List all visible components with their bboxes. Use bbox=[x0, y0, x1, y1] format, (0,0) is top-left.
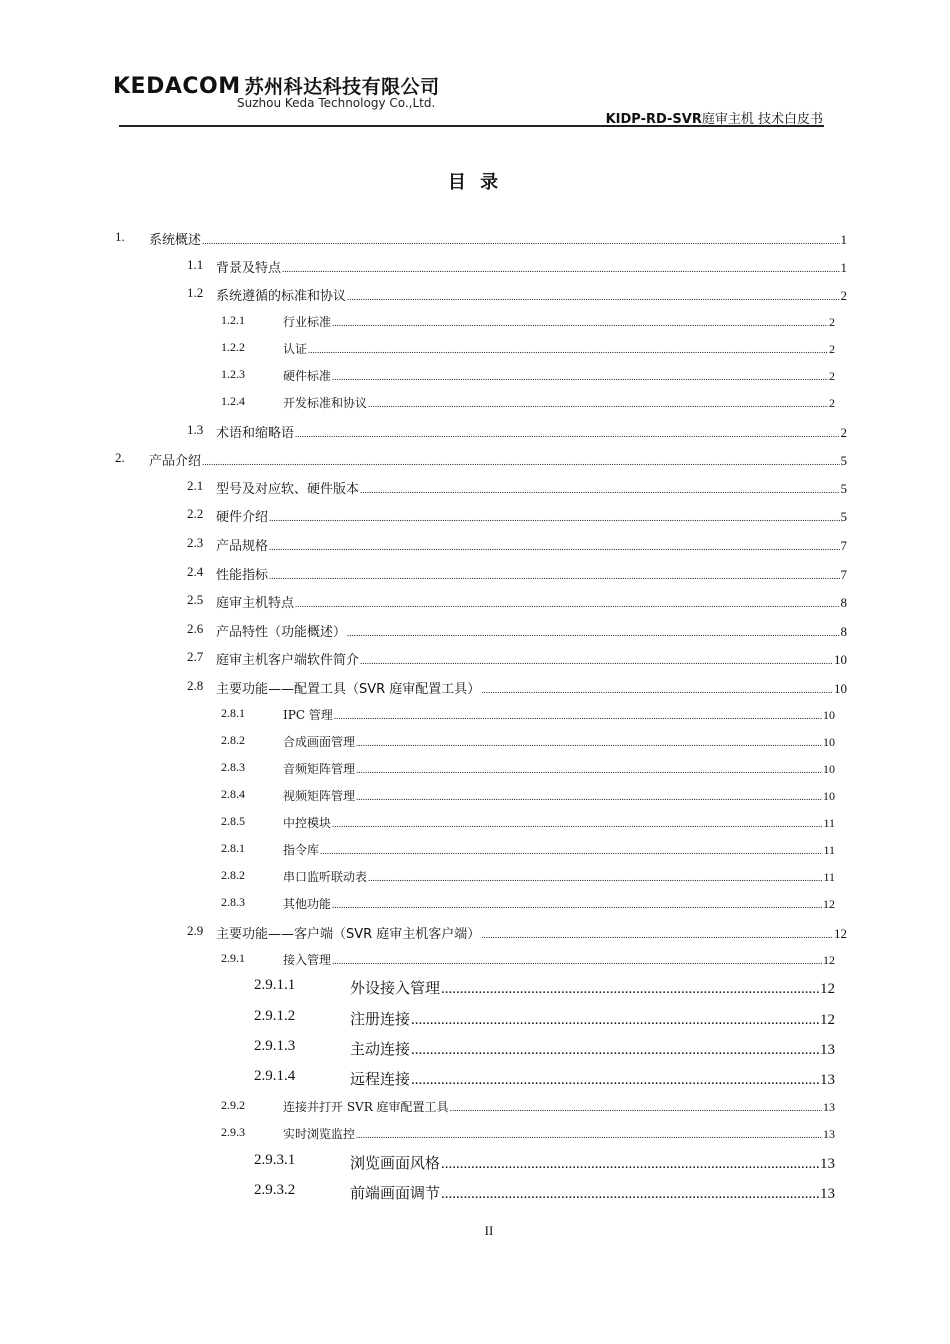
toc-entry-page: 5 bbox=[840, 481, 847, 496]
toc-entry-page: 10 bbox=[834, 681, 847, 696]
brand-name bbox=[113, 72, 440, 99]
toc-leader bbox=[320, 846, 822, 856]
toc-entry-page: 5 bbox=[840, 453, 847, 468]
toc-entry-number: 2.8.2 bbox=[221, 733, 245, 747]
toc-entry[interactable] bbox=[221, 814, 835, 831]
toc-entry-page: 7 bbox=[840, 567, 847, 582]
toc-entry-number: 2.8.1 bbox=[221, 706, 245, 720]
toc-entry-label: 音频矩阵管理 bbox=[283, 762, 356, 776]
toc-entry[interactable] bbox=[221, 313, 835, 330]
toc-entry-number: 2.8.4 bbox=[221, 787, 245, 801]
toc-entry-page: 13 bbox=[820, 1156, 835, 1172]
toc-leader bbox=[360, 656, 833, 666]
toc-entry[interactable] bbox=[115, 450, 847, 469]
toc-entry-number: 2. bbox=[115, 450, 125, 465]
toc-entry-page: 7 bbox=[840, 538, 847, 553]
header-divider bbox=[119, 125, 824, 127]
toc-leader bbox=[202, 236, 839, 246]
toc-leader bbox=[332, 900, 822, 910]
toc-entry-number: 2.9.1 bbox=[221, 951, 245, 965]
toc-entry[interactable] bbox=[221, 733, 835, 750]
toc-entry-number: 1.2 bbox=[187, 285, 204, 300]
brand-name-en: KEDACOM bbox=[113, 74, 241, 99]
toc-leader bbox=[356, 792, 822, 802]
toc-entry[interactable] bbox=[187, 506, 847, 525]
toc-entry-page: 11 bbox=[823, 870, 835, 884]
toc-entry-number: 2.9.2 bbox=[221, 1098, 245, 1112]
toc-entry[interactable] bbox=[221, 1125, 835, 1142]
toc-entry-number: 1.3 bbox=[187, 422, 204, 437]
toc-entry[interactable] bbox=[221, 895, 835, 912]
toc-entry-page: 12 bbox=[820, 1012, 835, 1028]
toc-leader bbox=[347, 628, 839, 638]
toc-entry-page: 1 bbox=[840, 232, 847, 247]
toc-entry-label: 接入管理 bbox=[283, 953, 332, 967]
toc-entry-label: 系统概述 bbox=[149, 233, 202, 248]
toc-entry-page: 2 bbox=[829, 369, 835, 383]
toc-entry-page: 2 bbox=[829, 396, 835, 410]
toc-leader bbox=[269, 513, 839, 523]
toc-entry-label: 浏览画面风格 bbox=[350, 1154, 441, 1172]
toc-leader bbox=[368, 399, 828, 409]
toc-leader bbox=[295, 429, 839, 439]
toc-entry-number: 1.2.2 bbox=[221, 340, 245, 354]
toc-entry-number: 1. bbox=[115, 229, 125, 244]
toc-entry[interactable] bbox=[221, 841, 835, 858]
toc-entry-label: 硬件标准 bbox=[283, 369, 332, 383]
toc-entry[interactable] bbox=[187, 564, 847, 583]
toc-entry-label: 主要功能——客户端（SVR 庭审主机客户端） bbox=[216, 927, 481, 942]
toc-entry-number: 2.8.1 bbox=[221, 841, 245, 855]
toc-leader bbox=[332, 819, 822, 829]
document-code: KIDP-RD-SVR bbox=[605, 112, 702, 127]
toc-entry-label: IPC 管理 bbox=[283, 708, 333, 722]
toc-entry-label: 开发标准和协议 bbox=[283, 396, 368, 410]
toc-entry-page: 13 bbox=[823, 1100, 835, 1114]
toc-entry-number: 2.8.2 bbox=[221, 868, 245, 882]
toc-leader bbox=[332, 318, 828, 328]
toc-entry-label: 性能指标 bbox=[216, 568, 269, 583]
toc-entry[interactable] bbox=[187, 257, 847, 276]
toc-leader bbox=[269, 542, 839, 552]
toc-entry-label: 主要功能——配置工具（SVR 庭审配置工具） bbox=[216, 682, 481, 697]
toc-entry[interactable] bbox=[187, 923, 847, 942]
toc-entry[interactable] bbox=[187, 422, 847, 441]
toc-leader bbox=[368, 873, 822, 883]
toc-entry[interactable] bbox=[187, 592, 847, 611]
toc-entry-label: 产品规格 bbox=[216, 539, 269, 554]
toc-leader bbox=[411, 1042, 819, 1059]
brand-name-cn: 苏州科达科技有限公司 bbox=[244, 76, 440, 98]
toc-entry[interactable] bbox=[221, 394, 835, 411]
toc-entry-number: 2.5 bbox=[187, 592, 204, 607]
toc-entry-label: 庭审主机客户端软件简介 bbox=[216, 653, 360, 668]
toc-entry[interactable] bbox=[187, 621, 847, 640]
toc-entry-label: 行业标准 bbox=[283, 315, 332, 329]
toc-leader bbox=[481, 930, 833, 940]
toc-entry-number: 2.2 bbox=[187, 506, 204, 521]
toc-entry-label: 合成画面管理 bbox=[283, 735, 356, 749]
toc-entry[interactable] bbox=[187, 678, 847, 697]
toc-entry-label: 指令库 bbox=[283, 843, 320, 857]
document-title-cn: 庭审主机 技术白皮书 bbox=[701, 112, 823, 127]
toc-entry-number: 2.8.5 bbox=[221, 814, 245, 828]
toc-entry-number: 2.8.3 bbox=[221, 760, 245, 774]
toc-entry-number: 2.8 bbox=[187, 678, 204, 693]
toc-entry-label: 背景及特点 bbox=[216, 261, 282, 276]
toc-entry-number: 2.7 bbox=[187, 649, 204, 664]
toc-leader bbox=[332, 372, 828, 382]
toc-leader bbox=[282, 264, 839, 274]
toc-entry-label: 术语和缩略语 bbox=[216, 426, 295, 441]
toc-entry-page: 2 bbox=[840, 288, 847, 303]
toc-entry-number: 2.9.1.1 bbox=[254, 977, 296, 993]
toc-entry-page: 12 bbox=[820, 981, 835, 997]
toc-leader bbox=[411, 1012, 819, 1029]
toc-entry-number: 2.9.1.4 bbox=[254, 1068, 296, 1084]
toc-entry-label: 外设接入管理 bbox=[350, 979, 441, 997]
toc-entry-label: 庭审主机特点 bbox=[216, 596, 295, 611]
toc-leader bbox=[356, 738, 822, 748]
toc-entry-number: 1.2.4 bbox=[221, 394, 245, 408]
toc-entry-label: 远程连接 bbox=[350, 1070, 411, 1088]
toc-leader bbox=[295, 599, 839, 609]
toc-leader bbox=[347, 292, 839, 302]
toc-leader bbox=[411, 1072, 819, 1089]
toc-entry-number: 2.1 bbox=[187, 478, 204, 493]
toc-entry-label: 认证 bbox=[283, 342, 308, 356]
toc-entry-page: 8 bbox=[840, 595, 847, 610]
toc-entry-page: 5 bbox=[840, 509, 847, 524]
toc-leader bbox=[450, 1103, 822, 1113]
toc-entry[interactable] bbox=[254, 1038, 835, 1059]
toc-entry-label: 视频矩阵管理 bbox=[283, 789, 356, 803]
toc-entry[interactable] bbox=[254, 977, 835, 998]
toc-entry-page: 13 bbox=[823, 1127, 835, 1141]
toc-entry-label: 主动连接 bbox=[350, 1040, 411, 1058]
toc-leader bbox=[356, 1130, 822, 1140]
page-number: II bbox=[484, 1223, 494, 1238]
toc-entry-page: 2 bbox=[829, 342, 835, 356]
toc-entry-number: 1.1 bbox=[187, 257, 204, 272]
toc-entry-page: 13 bbox=[820, 1072, 835, 1088]
toc-entry[interactable] bbox=[254, 1008, 835, 1029]
toc-entry-page: 10 bbox=[823, 735, 835, 749]
toc-entry-page: 13 bbox=[820, 1186, 835, 1202]
toc-entry[interactable] bbox=[254, 1152, 835, 1173]
toc-entry[interactable] bbox=[221, 706, 835, 723]
toc-entry-number: 2.9.1.2 bbox=[254, 1008, 296, 1024]
toc-entry-page: 11 bbox=[823, 816, 835, 830]
toc-entry-label: 前端画面调节 bbox=[350, 1184, 441, 1202]
toc-entry-page: 12 bbox=[823, 953, 835, 967]
toc-leader bbox=[441, 981, 819, 998]
toc-entry-number: 1.2.3 bbox=[221, 367, 245, 381]
toc-entry[interactable] bbox=[221, 1098, 835, 1115]
toc-entry-page: 12 bbox=[834, 926, 847, 941]
toc-entry[interactable] bbox=[221, 868, 835, 885]
toc-entry-number: 2.9 bbox=[187, 923, 204, 938]
toc-entry-page: 2 bbox=[829, 315, 835, 329]
toc-entry-number: 2.3 bbox=[187, 535, 204, 550]
toc-entry-label: 连接并打开 SVR 庭审配置工具 bbox=[283, 1100, 449, 1114]
toc-entry-label: 注册连接 bbox=[350, 1010, 411, 1028]
toc-entry-page: 10 bbox=[823, 762, 835, 776]
toc-entry[interactable] bbox=[221, 760, 835, 777]
toc-entry-label: 串口监听联动表 bbox=[283, 870, 368, 884]
toc-entry-label: 其他功能 bbox=[283, 897, 332, 911]
toc-leader bbox=[356, 765, 822, 775]
toc-entry[interactable] bbox=[254, 1068, 835, 1089]
toc-leader bbox=[332, 956, 822, 966]
toc-entry-page: 10 bbox=[834, 652, 847, 667]
toc-entry-number: 2.4 bbox=[187, 564, 204, 579]
toc-heading: 目 录 bbox=[447, 172, 503, 193]
toc-entry[interactable] bbox=[187, 649, 847, 668]
toc-leader bbox=[481, 685, 833, 695]
toc-entry[interactable] bbox=[187, 285, 847, 304]
toc-entry[interactable] bbox=[221, 367, 835, 384]
toc-entry[interactable] bbox=[221, 951, 835, 968]
toc-entry-label: 产品特性（功能概述） bbox=[216, 625, 347, 640]
toc-leader bbox=[269, 571, 839, 581]
toc-entry-number: 2.9.1.3 bbox=[254, 1038, 296, 1054]
toc-entry-label: 产品介绍 bbox=[149, 454, 202, 469]
toc-entry-page: 10 bbox=[823, 708, 835, 722]
toc-entry-label: 实时浏览监控 bbox=[283, 1127, 356, 1141]
toc-entry-page: 2 bbox=[840, 425, 847, 440]
toc-entry-page: 13 bbox=[820, 1042, 835, 1058]
toc-entry-label: 型号及对应软、硬件版本 bbox=[216, 482, 360, 497]
toc-leader bbox=[202, 457, 839, 467]
toc-entry-page: 1 bbox=[840, 260, 847, 275]
toc-entry-page: 10 bbox=[823, 789, 835, 803]
toc-entry-number: 2.9.3.1 bbox=[254, 1152, 296, 1168]
toc-entry-number: 1.2.1 bbox=[221, 313, 245, 327]
toc-leader bbox=[441, 1186, 819, 1203]
toc-entry[interactable] bbox=[115, 229, 847, 248]
toc-entry-number: 2.9.3 bbox=[221, 1125, 245, 1139]
toc-entry-label: 中控模块 bbox=[283, 816, 332, 830]
toc-entry[interactable] bbox=[187, 535, 847, 554]
toc-entry-label: 系统遵循的标准和协议 bbox=[216, 289, 347, 304]
toc-entry-page: 12 bbox=[823, 897, 835, 911]
toc-entry[interactable] bbox=[221, 340, 835, 357]
toc-entry-label: 硬件介绍 bbox=[216, 510, 269, 525]
toc-entry-number: 2.8.3 bbox=[221, 895, 245, 909]
toc-entry[interactable] bbox=[221, 787, 835, 804]
brand-subtitle: Suzhou Keda Technology Co.,Ltd. bbox=[237, 96, 436, 110]
toc-entry[interactable] bbox=[187, 478, 847, 497]
toc-entry-number: 2.6 bbox=[187, 621, 204, 636]
toc-leader bbox=[441, 1156, 819, 1173]
toc-leader bbox=[334, 711, 822, 721]
toc-leader bbox=[360, 485, 839, 495]
company-logo bbox=[113, 72, 440, 110]
toc-leader bbox=[308, 345, 828, 355]
toc-entry-page: 11 bbox=[823, 843, 835, 857]
toc-entry[interactable] bbox=[254, 1182, 835, 1203]
toc-entry-page: 8 bbox=[840, 624, 847, 639]
toc-entry-number: 2.9.3.2 bbox=[254, 1182, 296, 1198]
